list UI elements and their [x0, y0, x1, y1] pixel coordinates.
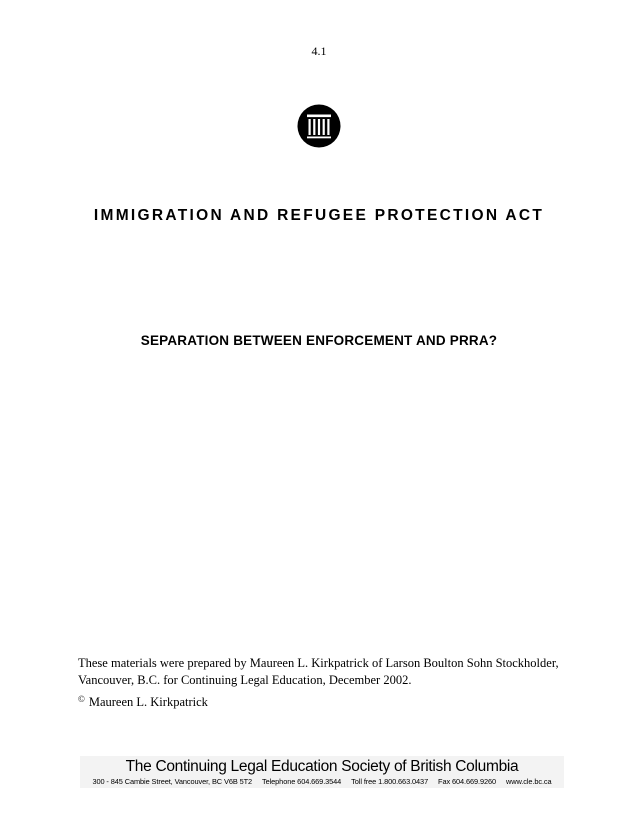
publisher-toll-free: Toll free 1.800.663.0437	[351, 777, 429, 786]
publisher-address: 300 - 845 Cambie Street, Vancouver, BC V6B 5T2	[92, 777, 253, 786]
publisher-website[interactable]: www.cle.bc.ca	[506, 777, 552, 786]
publisher-footer	[80, 756, 564, 788]
copyright-notice	[78, 691, 208, 711]
columns-emblem-icon	[297, 104, 341, 148]
page-number: 4.1	[311, 44, 327, 58]
publisher-telephone: Telephone 604.669.3544	[262, 777, 342, 786]
preparation-note-line-2: Vancouver, B.C. for Continuing Legal Education, December 2002.	[78, 673, 412, 687]
publisher-contact	[80, 777, 564, 787]
publisher-fax: Fax 604.669.9260	[438, 777, 497, 786]
publisher-name: The Continuing Legal Education Society of British Columbia	[125, 758, 519, 775]
preparation-note-line-1: These materials were prepared by Maureen L. Kirkpatrick of Larson Boulton Sohn Stockholder,	[78, 656, 559, 670]
document-title: IMMIGRATION AND REFUGEE PROTECTION ACT	[93, 207, 545, 224]
document-subtitle: SEPARATION BETWEEN ENFORCEMENT AND PRRA?	[140, 333, 498, 348]
copyright-holder: Maureen L. Kirkpatrick	[88, 695, 208, 709]
preparation-note	[78, 655, 578, 689]
copyright-symbol: ©	[78, 694, 85, 704]
